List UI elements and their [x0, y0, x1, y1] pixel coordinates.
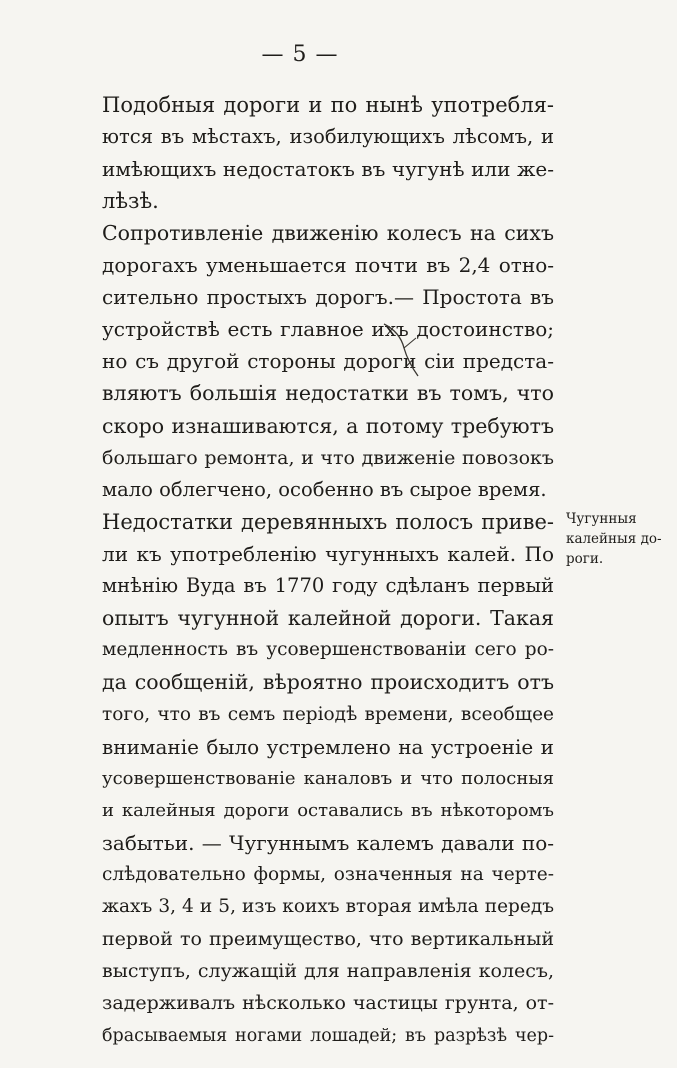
- text-line: вляютъ большія недостатки въ томъ, что: [102, 381, 554, 406]
- text-line: Сопротивленіе движенію колесъ на сихъ: [102, 221, 554, 245]
- text-line: того, что въ семъ періодѣ времени, всеобщее: [102, 703, 554, 725]
- text-line: брасываемыя ногами лошадей; въ разрѣзѣ чер-: [102, 1025, 554, 1046]
- text-line: вниманіе было устремлено на устроеніе и: [102, 734, 554, 759]
- text-line: опытъ чугунной калейной дороги. Такая: [102, 606, 554, 631]
- text-line: дорогахъ уменьшается почти въ 2,4 отно-: [102, 253, 554, 278]
- text-line: ли къ употребленію чугунныхъ калей. По: [102, 542, 554, 567]
- text-line: но съ другой стороны дороги сіи предста-: [102, 349, 554, 374]
- text-line: большаго ремонта, и что движеніе повозокъ: [102, 446, 554, 469]
- text-line: и калейныя дороги оставались въ нѣкоторомъ: [102, 799, 554, 821]
- text-line: мнѣнію Вуда въ 1770 году сдѣланъ первый: [102, 574, 554, 598]
- text-line: задерживалъ нѣсколько частицы грунта, от-: [102, 992, 554, 1015]
- paragraph-3: [102, 506, 554, 1052]
- text-line: жахъ 3, 4 и 5, изъ коихъ вторая имѣла передъ: [102, 896, 554, 918]
- page-number: — 5 —: [261, 42, 339, 67]
- text-line: слѣдовательно формы, означенныя на черте-: [102, 864, 554, 886]
- text-line: забытьи. — Чугуннымъ калемъ давали по-: [102, 830, 554, 855]
- text-line: ются въ мѣстахъ, изобилующихъ лѣсомъ, и: [102, 125, 554, 149]
- paragraph-1: [102, 89, 554, 217]
- text-line: выступъ, служащій для направленія колесъ,: [102, 960, 554, 983]
- text-line: устройствѣ есть главное ихъ достоинство;: [102, 317, 554, 342]
- text-line: усовершенствованіе каналовъ и что полосныя: [102, 767, 554, 789]
- text-line: сительно простыхъ дорогъ.— Простота въ: [102, 285, 554, 310]
- text-line: медленность въ усовершенствованіи сего ро-: [102, 639, 554, 661]
- text-line: да сообщеній, вѣроятно происходитъ отъ: [102, 670, 554, 695]
- text-line: лѣзѣ.: [102, 189, 159, 214]
- margin-note-line: калейныя до-: [566, 531, 662, 547]
- text-line: Подобныя дороги и по нынѣ употребля-: [102, 93, 554, 117]
- text-line: скоро изнашиваются, а потому требуютъ: [102, 413, 554, 438]
- text-line: Недостатки деревянныхъ полосъ приве-: [102, 510, 554, 534]
- paragraph-2: [102, 217, 554, 506]
- text-line: мало облегчено, особенно въ сырое время.: [102, 477, 547, 501]
- pencil-mark: [382, 318, 426, 380]
- margin-note-line: роги.: [566, 551, 604, 567]
- text-line: первой то преимущество, что вертикальный: [102, 928, 554, 951]
- margin-note: [566, 509, 662, 569]
- margin-note-line: Чугунныя: [566, 511, 637, 527]
- text-line: имѣющихъ недостатокъ въ чугунѣ или же-: [102, 157, 554, 182]
